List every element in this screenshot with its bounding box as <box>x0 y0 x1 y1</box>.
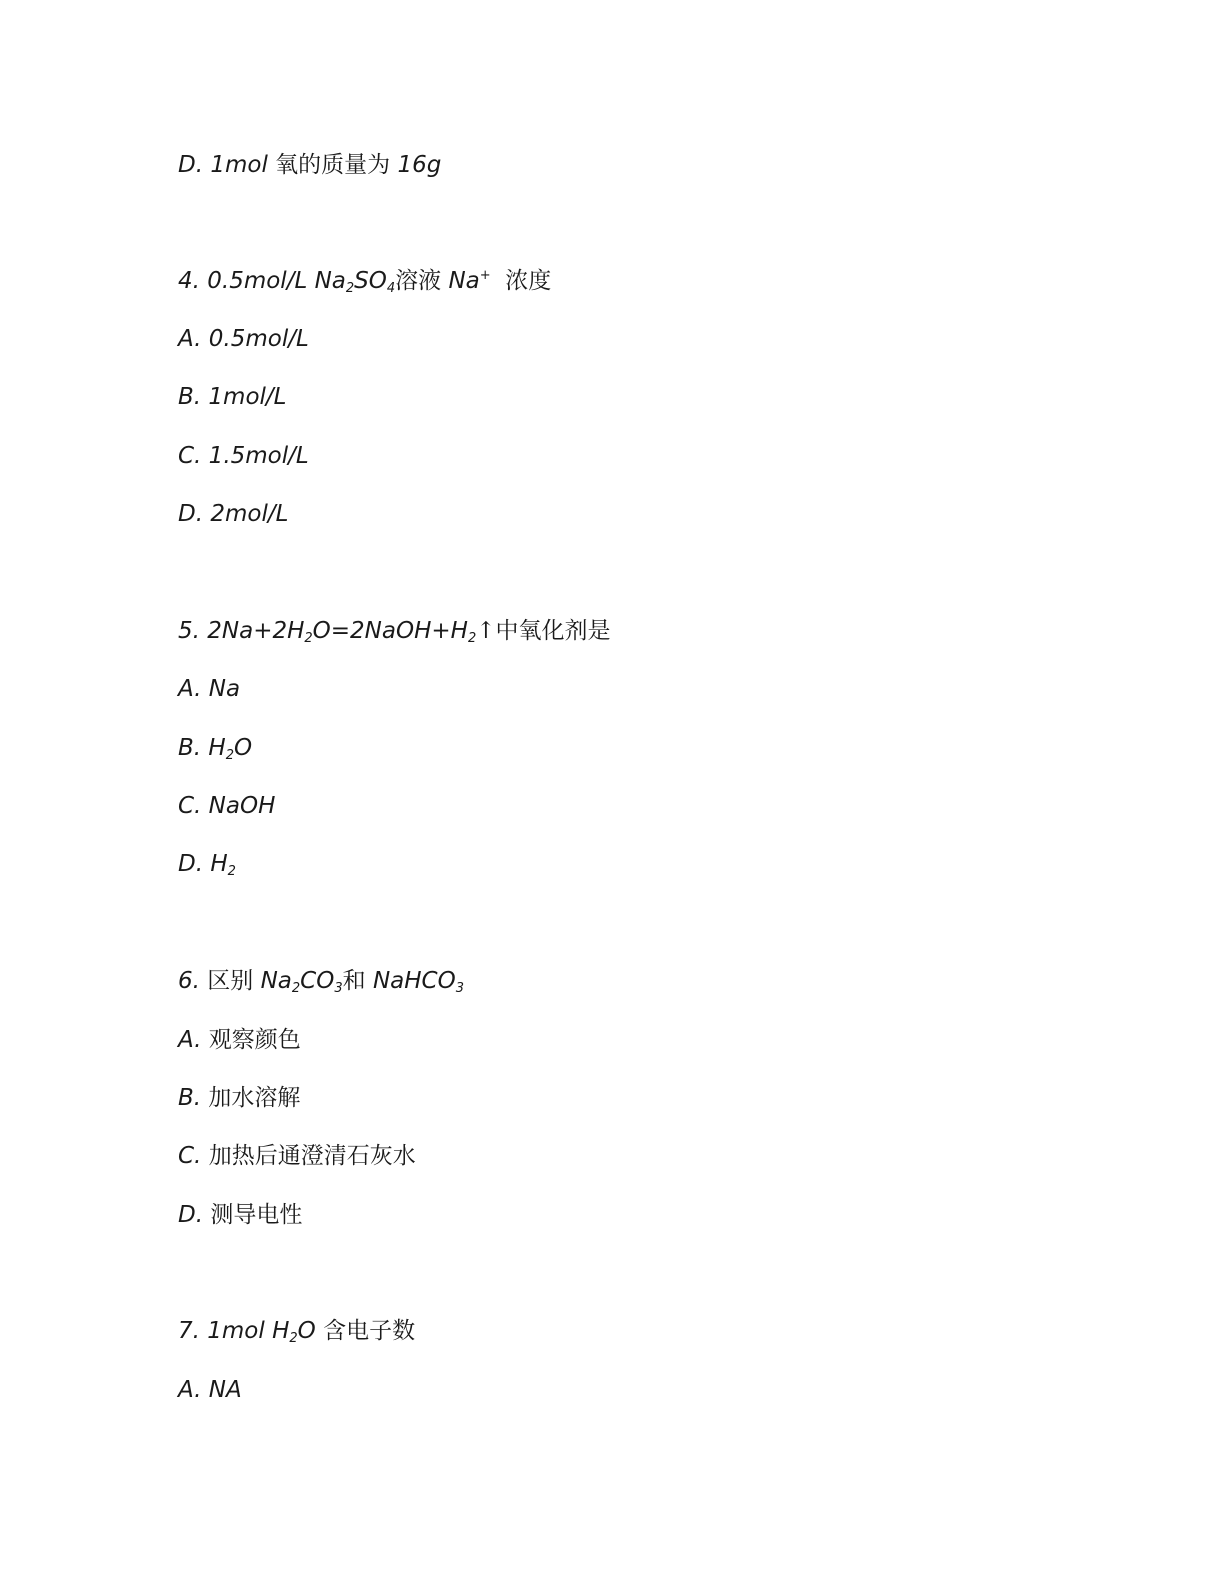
stem-text: 中氧化剂是 <box>495 618 611 644</box>
subscript: 2 <box>467 631 477 646</box>
option-text: 氧的质量为 <box>267 152 398 178</box>
stem-text: O=2NaOH+H <box>312 618 468 644</box>
option-text: B. H <box>178 735 226 761</box>
option-text: D. 2mol/L <box>178 501 289 527</box>
option-letter: D. <box>178 1202 211 1228</box>
superscript: + <box>479 268 491 283</box>
option-text: 加水溶解 <box>208 1085 301 1111</box>
subscript: 2 <box>291 981 301 996</box>
stem-text: 5. 2Na+2H <box>178 618 305 644</box>
option-text: 加热后通澄清石灰水 <box>208 1143 416 1169</box>
gas-arrow: ↑ <box>476 618 496 644</box>
stem-text: 含电子数 <box>315 1318 416 1344</box>
question-5-option-c <box>178 789 275 823</box>
option-text: B. 1mol/L <box>178 384 287 410</box>
stem-text: O <box>297 1318 316 1344</box>
option-text: 16g <box>397 152 442 178</box>
subscript: 4 <box>386 281 396 296</box>
question-6-stem <box>178 964 464 998</box>
subscript: 2 <box>225 748 234 763</box>
option-letter: B. <box>178 1085 209 1111</box>
option-text: A. NA <box>178 1377 242 1403</box>
subscript: 2 <box>289 1331 298 1346</box>
stem-text: 溶液 <box>395 268 449 294</box>
question-6-option-a <box>178 1023 301 1057</box>
question-5-stem <box>178 614 611 648</box>
question-6-option-c <box>178 1139 416 1173</box>
subscript: 2 <box>227 864 236 879</box>
option-text: C. NaOH <box>178 793 276 819</box>
option-text: A. 0.5mol/L <box>178 326 309 352</box>
question-7-stem <box>178 1314 415 1348</box>
question-5-option-d <box>178 847 236 881</box>
question-6-option-b <box>178 1081 300 1115</box>
question-4-option-d <box>178 497 288 531</box>
stem-text: Na <box>448 268 480 294</box>
question-4-option-b <box>178 380 286 414</box>
stem-text: 4. 0.5mol/L Na <box>178 268 346 294</box>
option-text: O <box>233 735 253 761</box>
question-5-option-b <box>178 731 252 765</box>
stem-text: 7. 1mol H <box>178 1318 290 1344</box>
subscript: 3 <box>334 981 343 996</box>
question-7-option-a <box>178 1373 242 1407</box>
question-4-option-c <box>178 439 309 473</box>
stem-text: Na <box>260 968 292 994</box>
option-text: 测导电性 <box>210 1202 303 1228</box>
subscript: 2 <box>345 281 355 296</box>
stem-text: SO <box>354 268 387 294</box>
option-text: C. 1.5mol/L <box>178 443 309 469</box>
option-letter: A. <box>178 1027 209 1053</box>
stem-text: NaHCO <box>372 968 456 994</box>
question-4-stem <box>178 264 551 298</box>
subscript: 2 <box>304 631 313 646</box>
stem-text: CO <box>300 968 335 994</box>
stem-text: 区别 <box>207 968 261 994</box>
option-text: A. Na <box>178 676 241 702</box>
option-text: 观察颜色 <box>208 1027 301 1053</box>
question-6-option-d <box>178 1198 302 1232</box>
option-text: D. H <box>178 851 228 877</box>
question-5-option-a <box>178 672 240 706</box>
option-letter: C. <box>178 1143 209 1169</box>
stem-text: 6. <box>178 968 208 994</box>
option-text: D. 1mol <box>178 152 268 178</box>
subscript: 3 <box>455 981 464 996</box>
question-3-option-d <box>178 148 441 182</box>
stem-text: 浓度 <box>490 268 552 294</box>
stem-text: 和 <box>342 968 373 994</box>
question-4-option-a <box>178 322 309 356</box>
